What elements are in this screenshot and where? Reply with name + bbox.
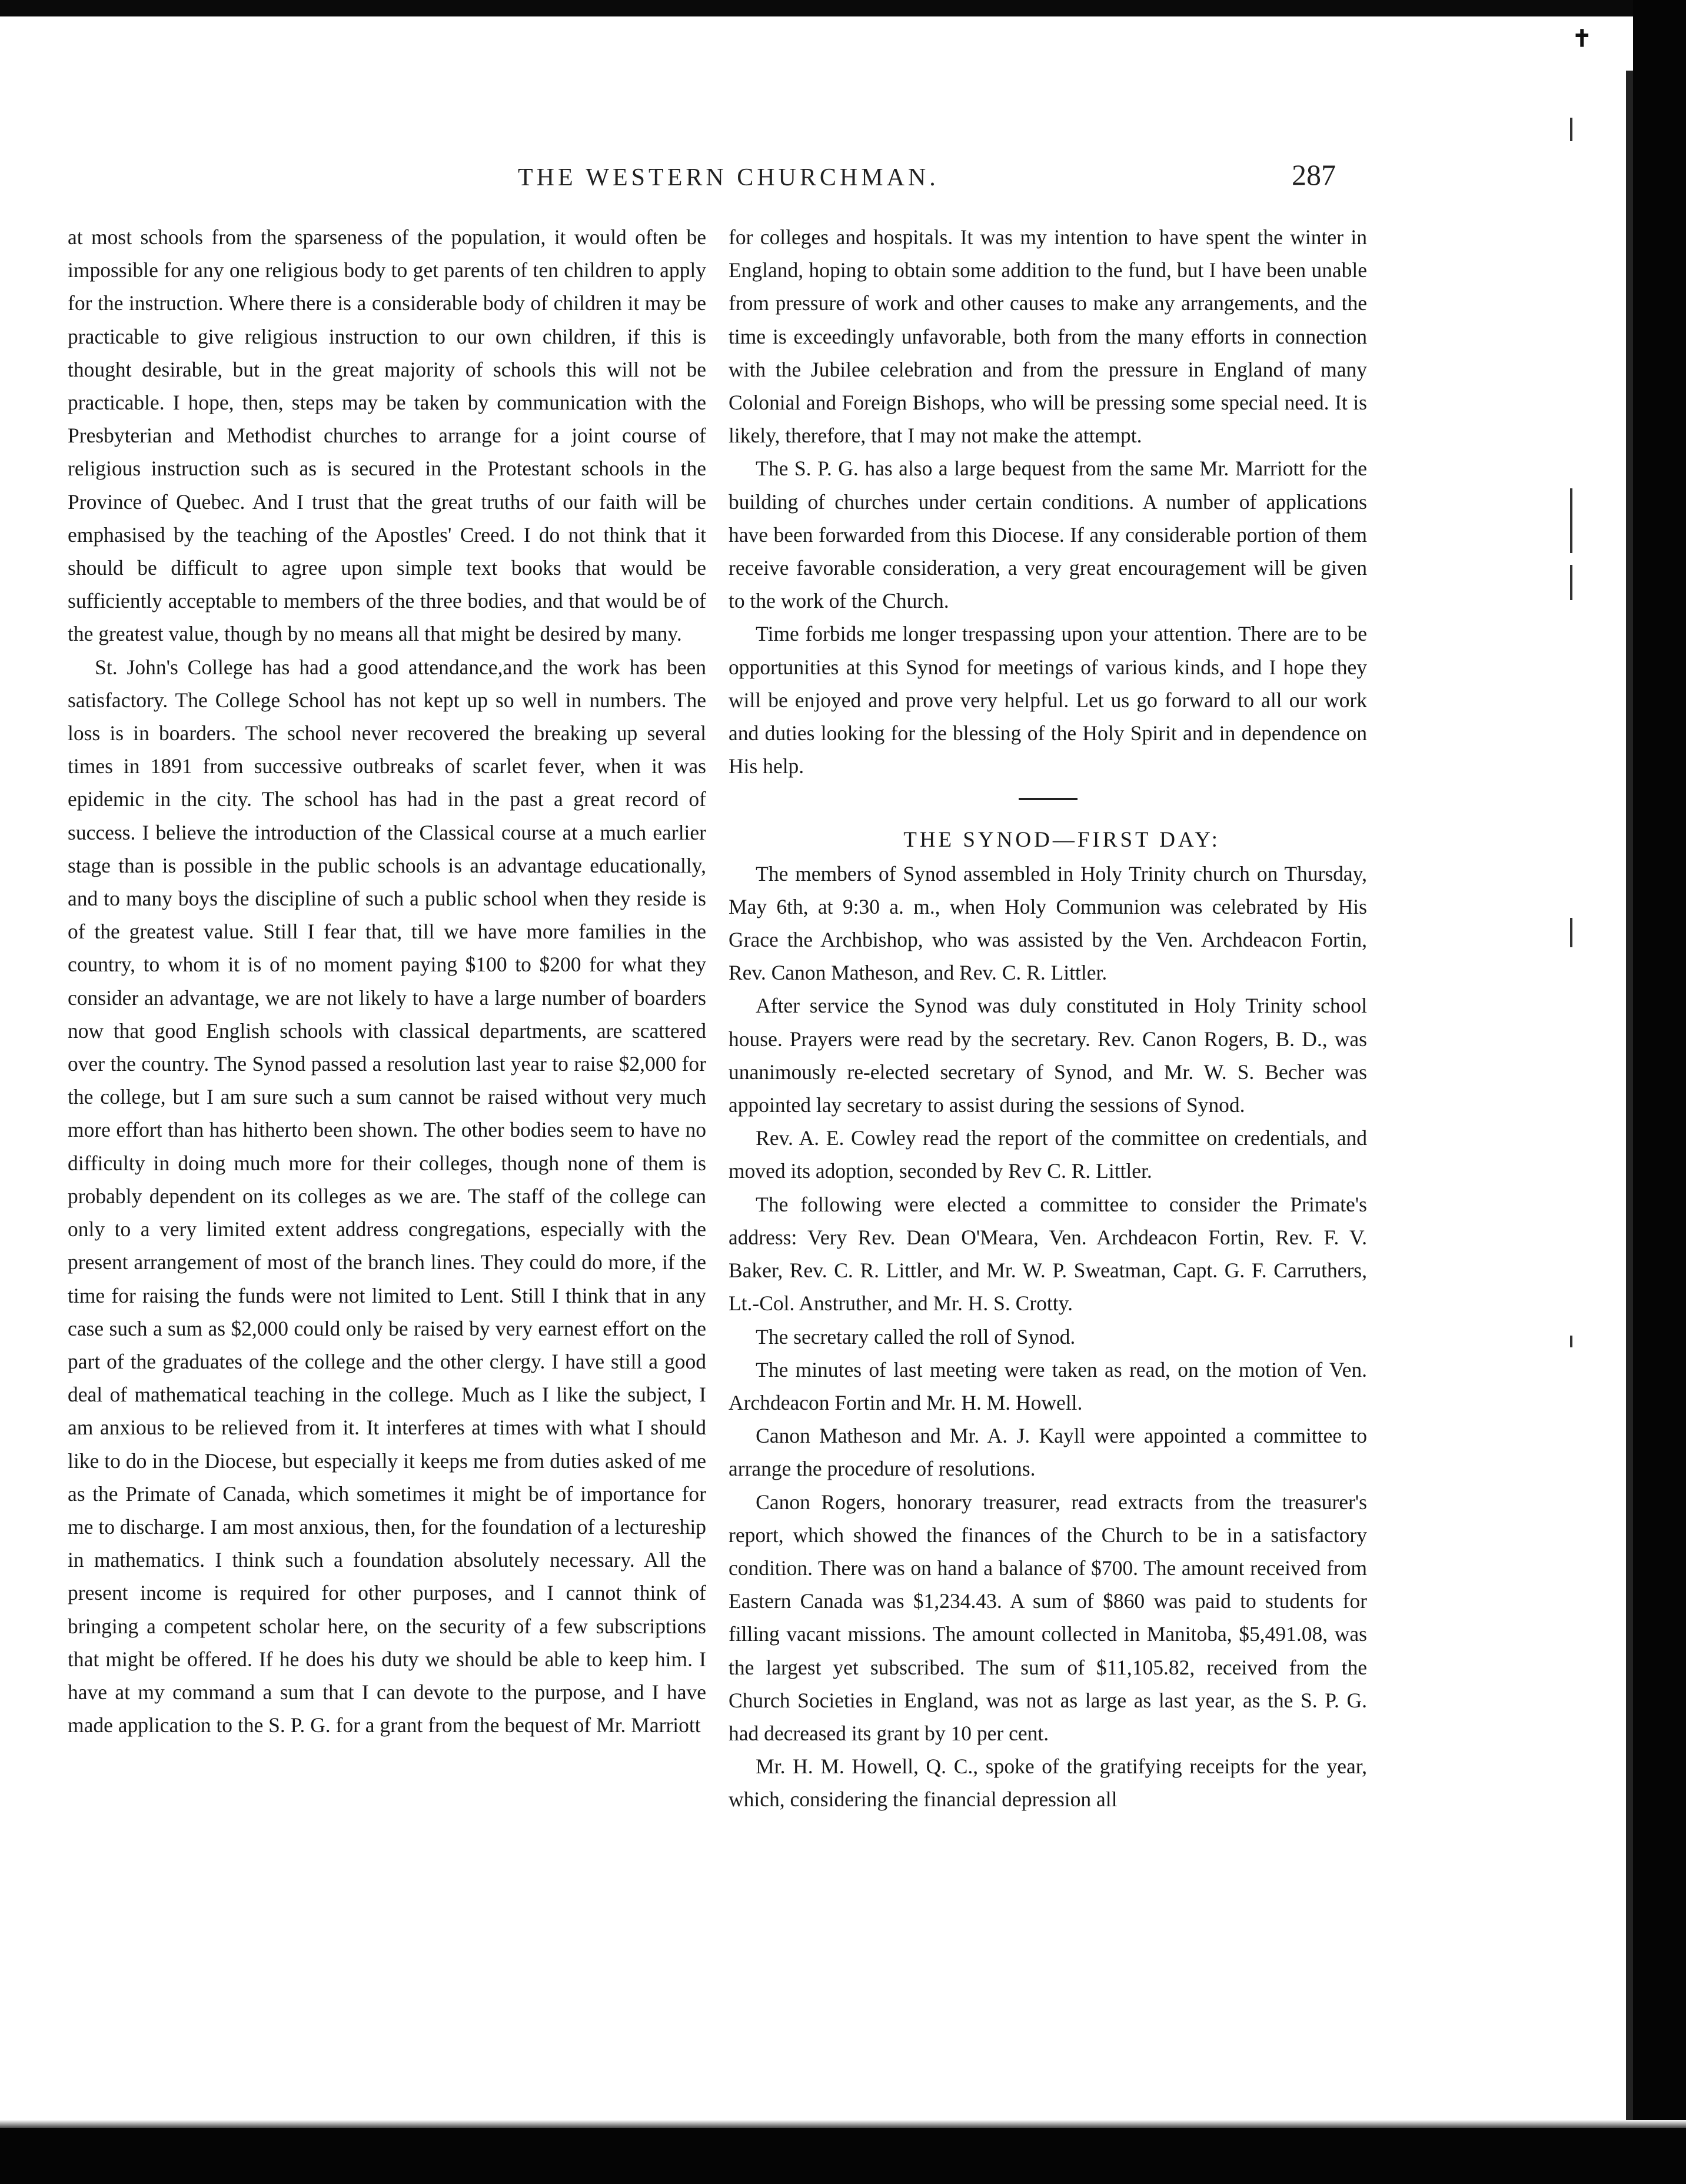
scan-top-edge <box>0 0 1686 16</box>
left-column <box>68 221 706 1742</box>
paragraph: for colleges and hospitals. It was my intention to have spent the winter in England, hoping to obtain some addition to the fund, but I have been unable from pressure of work and other causes to make any arrangements, and the time is exceedingly unfavorable, both from the many efforts in connection with the Jubilee celebration and from the pressure in England of many Colonial and Foreign Bishops, who will be pressing some special need. It is likely, therefore, that I may not make the attempt. <box>729 225 1367 448</box>
right-column <box>729 221 1367 1816</box>
page-number: 287 <box>1292 158 1336 191</box>
scan-margin-mark <box>1570 565 1572 600</box>
section-divider <box>1019 798 1078 800</box>
scan-margin-mark <box>1570 488 1572 553</box>
scan-margin-mark <box>1570 918 1572 947</box>
paragraph: The members of Synod assembled in Holy Trinity church on Thursday, May 6th, at 9:30 a. m., when Holy Communion was celebrated by His Grace the Archbishop, who was assisted by the Ven. Archdeacon Fortin, Rev. Canon Matheson, and Rev. C. R. Littler. <box>729 861 1367 985</box>
running-head: THE WESTERN CHURCHMAN. <box>518 164 939 191</box>
scan-bottom-shadow <box>0 2120 1686 2128</box>
scan-margin-mark <box>1570 118 1572 141</box>
paragraph: Canon Rogers, honorary treasurer, read extracts from the treasurer's report, which showed the finances of the Church to be in a satisfactory condition. There was on hand a balance of $700. The amount received from Eastern Canada was $1,234.43. A sum of $860 was paid to students for filling vacant missions. The amount collected in Manitoba, $5,491.08, was the largest yet subscribed. The sum of $11,105.82, received from the Church Societies in England, was not as large as last year, as the S. P. G. had decreased its grant by 10 per cent. <box>729 1490 1367 1745</box>
paragraph: St. John's College has had a good attendance,and the work has been satisfactory. The College School has not kept up so well in numbers. The loss is in boarders. The school never recovered the breaking up several times in 1891 from successive outbreaks of scarlet fever, when it was epidemic in the city. The school has had in the past a great record of success. I believe the introduction of the Classical course at a much earlier stage than is possible in the public schools is an advantage educationally, and to many boys the discipline of such a public school when they reside is of the greatest value. Still I fear that, till we have more families in the country, to whom it is of no moment paying $100 to $200 for what they consider an advantage, we are not likely to have a large number of boarders now that good English schools with classical departments, are scattered over the country. The Synod passed a resolution last year to raise $2,000 for the college, but I am sure such a sum cannot be raised without very much more effort than has hitherto been shown. The other bodies seem to have no difficulty in doing much more for their colleges, though none of them is probably dependent on its colleges as we are. The staff of the college can only to a very limited extent address congregations, especially with the present arrangement of most of the branch lines. They could do more, if the time for raising the funds were not limited to Lent. Still I think that in any case such a sum as $2,000 could only be raised by very earnest effort on the part of the graduates of the college and the other clergy. I have still a good deal of mathematical teaching in the college. Much as I like the subject, I am anxious to be relieved from it. It interferes at times with what I should like to do in the Diocese, but especially it keeps me from duties asked of me as the Primate of Canada, which sometimes it might be of importance for me to discharge. I am most anxious, then, for the foundation of a lectureship in mathematics. I think such a foundation absolutely necessary. All the present income is required for other purposes, and I cannot think of bringing a competent scholar here, on the security of a few subscriptions that might be offered. If he does his duty we should be able to keep him. I have at my command a sum that I can devote to the purpose, and I have made application to the S. P. G. for a grant from the bequest of Mr. Marriott <box>68 655 706 1737</box>
scan-margin-mark <box>1570 1336 1572 1347</box>
paragraph: The minutes of last meeting were taken as read, on the motion of Ven. Archdeacon Fortin and Mr. H. M. Howell. <box>729 1357 1367 1414</box>
paragraph: at most schools from the sparseness of the population, it would often be impossible for any one religious body to get parents of ten children to apply for the instruction. Where there is a considerable body of children it may be practicable to give religious instruction to our own children, if this is thought desirable, but in the great majority of schools this will not be practicable. I hope, then, steps may be taken by communication with the Presbyterian and Methodist churches to arrange for a joint course of religious instruction such as is secured in the Protestant schools in the Province of Quebec. And I trust that the great truths of our faith will be emphasised by the teaching of the Apostles' Creed. I do not think that it should be difficult to agree upon simple text books that would be sufficiently acceptable to members of the three bodies, and that would be of the greatest value, though by no means all that might be desired by many. <box>68 225 706 646</box>
paragraph: The following were elected a committee to consider the Primate's address: Very Rev. Dean O'Meara, Ven. Archdeacon Fortin, Rev. F. V. Baker, Rev. C. R. Littler, and Mr. W. P. Sweatman, Capt. G. F. Carruthers, Lt.-Col. Anstruther, and Mr. H. S. Crotty. <box>729 1192 1367 1316</box>
section-heading: THE SYNOD—FIRST DAY: <box>903 828 1221 853</box>
paragraph: Mr. H. M. Howell, Q. C., spoke of the gratifying receipts for the year, which, considering the financial depression all <box>729 1754 1367 1812</box>
paragraph: The S. P. G. has also a large bequest from the same Mr. Marriott for the building of churches under certain conditions. A number of applications have been forwarded from this Diocese. If any considerable portion of them receive favorable consideration, a very great encouragement will be given to the work of the Church. <box>729 457 1367 613</box>
scan-right-edge <box>1633 0 1686 2184</box>
paragraph: After service the Synod was duly constituted in Holy Trinity school house. Prayers were read by the secretary. Rev. Canon Rogers, B. D., was unanimously re-elected secretary of Synod, and Mr. W. S. Becher was appointed lay secretary to assist during the sessions of Synod. <box>729 994 1367 1117</box>
paragraph: The secretary called the roll of Synod. <box>756 1324 1076 1349</box>
paragraph: Canon Matheson and Mr. A. J. Kayll were appointed a committee to arrange the procedure of resolutions. <box>729 1424 1367 1481</box>
scan-bottom-edge <box>0 2128 1686 2184</box>
paragraph: Time forbids me longer trespassing upon your attention. There are to be opportunities at this Synod for meetings of various kinds, and I hope they will be enjoyed and prove very helpful. Let us go forward to all our work and duties looking for the blessing of the Holy Spirit and in dependence on His help. <box>729 622 1367 778</box>
paragraph: Rev. A. E. Cowley read the report of the committee on credentials, and moved its adoption, seconded by Rev C. R. Littler. <box>729 1126 1367 1183</box>
scan-right-shadow <box>1626 71 1633 2130</box>
scan-corner-mark: ✝ <box>1572 25 1592 52</box>
